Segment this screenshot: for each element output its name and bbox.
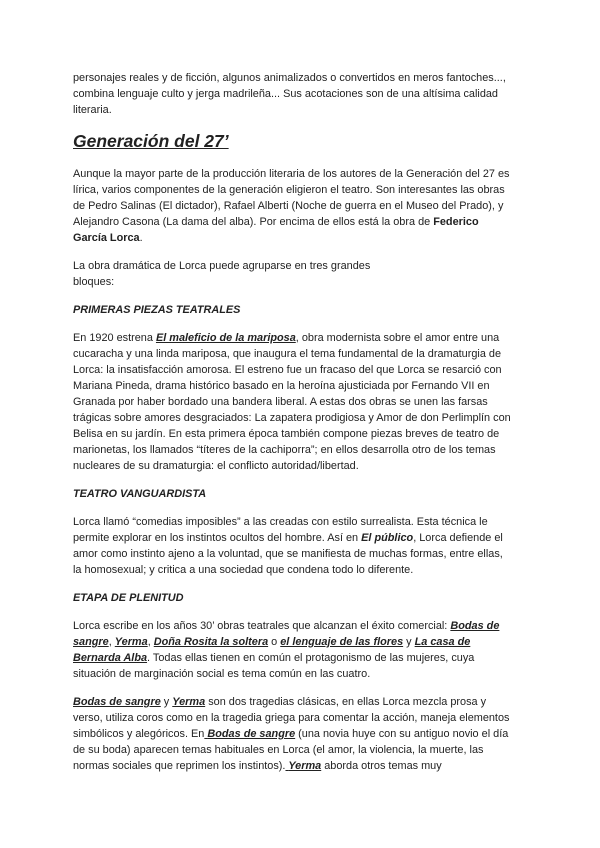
lorca-name: Federico García Lorca xyxy=(73,216,479,244)
work-title: Doña Rosita la soltera xyxy=(153,636,269,648)
section-title-primeras: PRIMERAS PIEZAS TEATRALES xyxy=(73,304,241,316)
generation-paragraph xyxy=(73,166,513,246)
document-page xyxy=(73,70,513,774)
conjunction: o xyxy=(268,636,281,648)
period: . xyxy=(139,232,143,244)
section-heading: Generación del 27’ xyxy=(73,131,229,151)
plenitud-text-post: . Todas ellas tienen en común el protagonismo de las mujeres, cuya situación de marginación social es tema común en las cuatro. xyxy=(73,652,475,680)
tragedias-text-end: aborda otros temas muy xyxy=(321,760,442,772)
tragedias-text-mid: son dos tragedias clásicas, en ellas Lorca mezcla prosa y verso, utiliza coros como en la tragedia griega para comentar la acción, maneja elementos simbólicos y alegóricos. En xyxy=(73,696,510,740)
work-title: Bodas de sangre xyxy=(73,696,161,708)
work-title: el lenguaje de las flores xyxy=(280,636,404,648)
work-title: Yerma xyxy=(288,760,322,772)
work-title: Bodas de sangre xyxy=(207,728,296,740)
primeras-text-pre: En 1920 estrena xyxy=(73,332,156,344)
intro-paragraph: personajes reales y de ficción, algunos animalizados o convertidos en meros fantoches..., combina lenguaje culto y jerga madrileña... Sus acotaciones son de una altísima calidad literaria. xyxy=(73,72,506,116)
work-title: El maleficio de la mariposa xyxy=(155,332,296,344)
generation-text: Aunque la mayor parte de la producción literaria de los autores de la Generación del 27 es lírica, varios componentes de la generación eligieron el teatro. Son interesantes las obras de Pedro Salinas (El dictador), Rafael Alberti (Noche de guerra en el Museo del Prado), y Alejandro Casona (La dama del alba). Por encima de ellos está la obra de xyxy=(73,168,510,228)
vanguardista-text-pre: Lorca llamó “comedias imposibles” a las creadas con estilo surrealista. Esta técnica le permite explorar en los instintos ocultos del hombre. Así en xyxy=(73,516,488,544)
conjunction: y xyxy=(160,696,173,708)
work-title: La casa de Bernarda Alba xyxy=(73,636,471,664)
tragedias-paragraph xyxy=(73,694,513,774)
work-title: El público xyxy=(361,532,414,544)
conjunction: y xyxy=(403,636,415,648)
work-title: Yerma xyxy=(172,696,206,708)
vanguardista-text-post: , Lorca defiende el amor como instinto ajeno a la voluntad, que se manifiesta de muchas formas, entre ellas, la homosexual; y critica a una sociedad que condena todo lo diferente. xyxy=(73,532,503,576)
section-title-vanguardista: TEATRO VANGUARDISTA xyxy=(73,488,207,500)
plenitud-text-pre: Lorca escribe en los años 30’ obras teatrales que alcanzan el éxito comercial: xyxy=(73,620,451,632)
primeras-paragraph xyxy=(73,330,513,474)
primeras-text-post: , obra modernista sobre el amor entre una cucaracha y una linda mariposa, que inaugura el tema fundamental de la dramaturgia de Lorca: la insatisfacción amorosa. El estreno fue un fracaso del que Lorca se resarció con Mariana Pineda, drama histórico basado en la heroína ajusticiada por Fernando VII en Granada por haber bordado una bandera liberal. A estas dos obras se unen las farsas trágicas sobre amores desgraciados: La zapatera prodigiosa y Amor de don Perlimplín con Belisa en su jardín. En esta primera época también compone piezas breves de teatro de marionetas, los llamados “títeres de la cachiporra”; en ellos desarrolla otro de los temas nucleares de su dramaturgia: el conflicto autoridad/libertad. xyxy=(73,332,511,472)
plenitud-paragraph xyxy=(73,618,513,682)
tragedias-text-mid2: (una novia huye con su antiguo novio el día de su boda) aparecen temas habituales en Lorca (el amor, la violencia, la muerte, las normas sociales que reprimen los instintos). xyxy=(73,728,509,772)
blocks-paragraph: La obra dramática de Lorca puede agruparse en tres grandes bloques: xyxy=(73,260,371,288)
section-title-plenitud: ETAPA DE PLENITUD xyxy=(73,592,184,604)
work-title: Yerma xyxy=(114,636,148,648)
work-title: Bodas de sangre xyxy=(73,620,500,648)
comma: , xyxy=(108,636,115,648)
vanguardista-paragraph xyxy=(73,514,513,578)
comma: , xyxy=(147,636,154,648)
